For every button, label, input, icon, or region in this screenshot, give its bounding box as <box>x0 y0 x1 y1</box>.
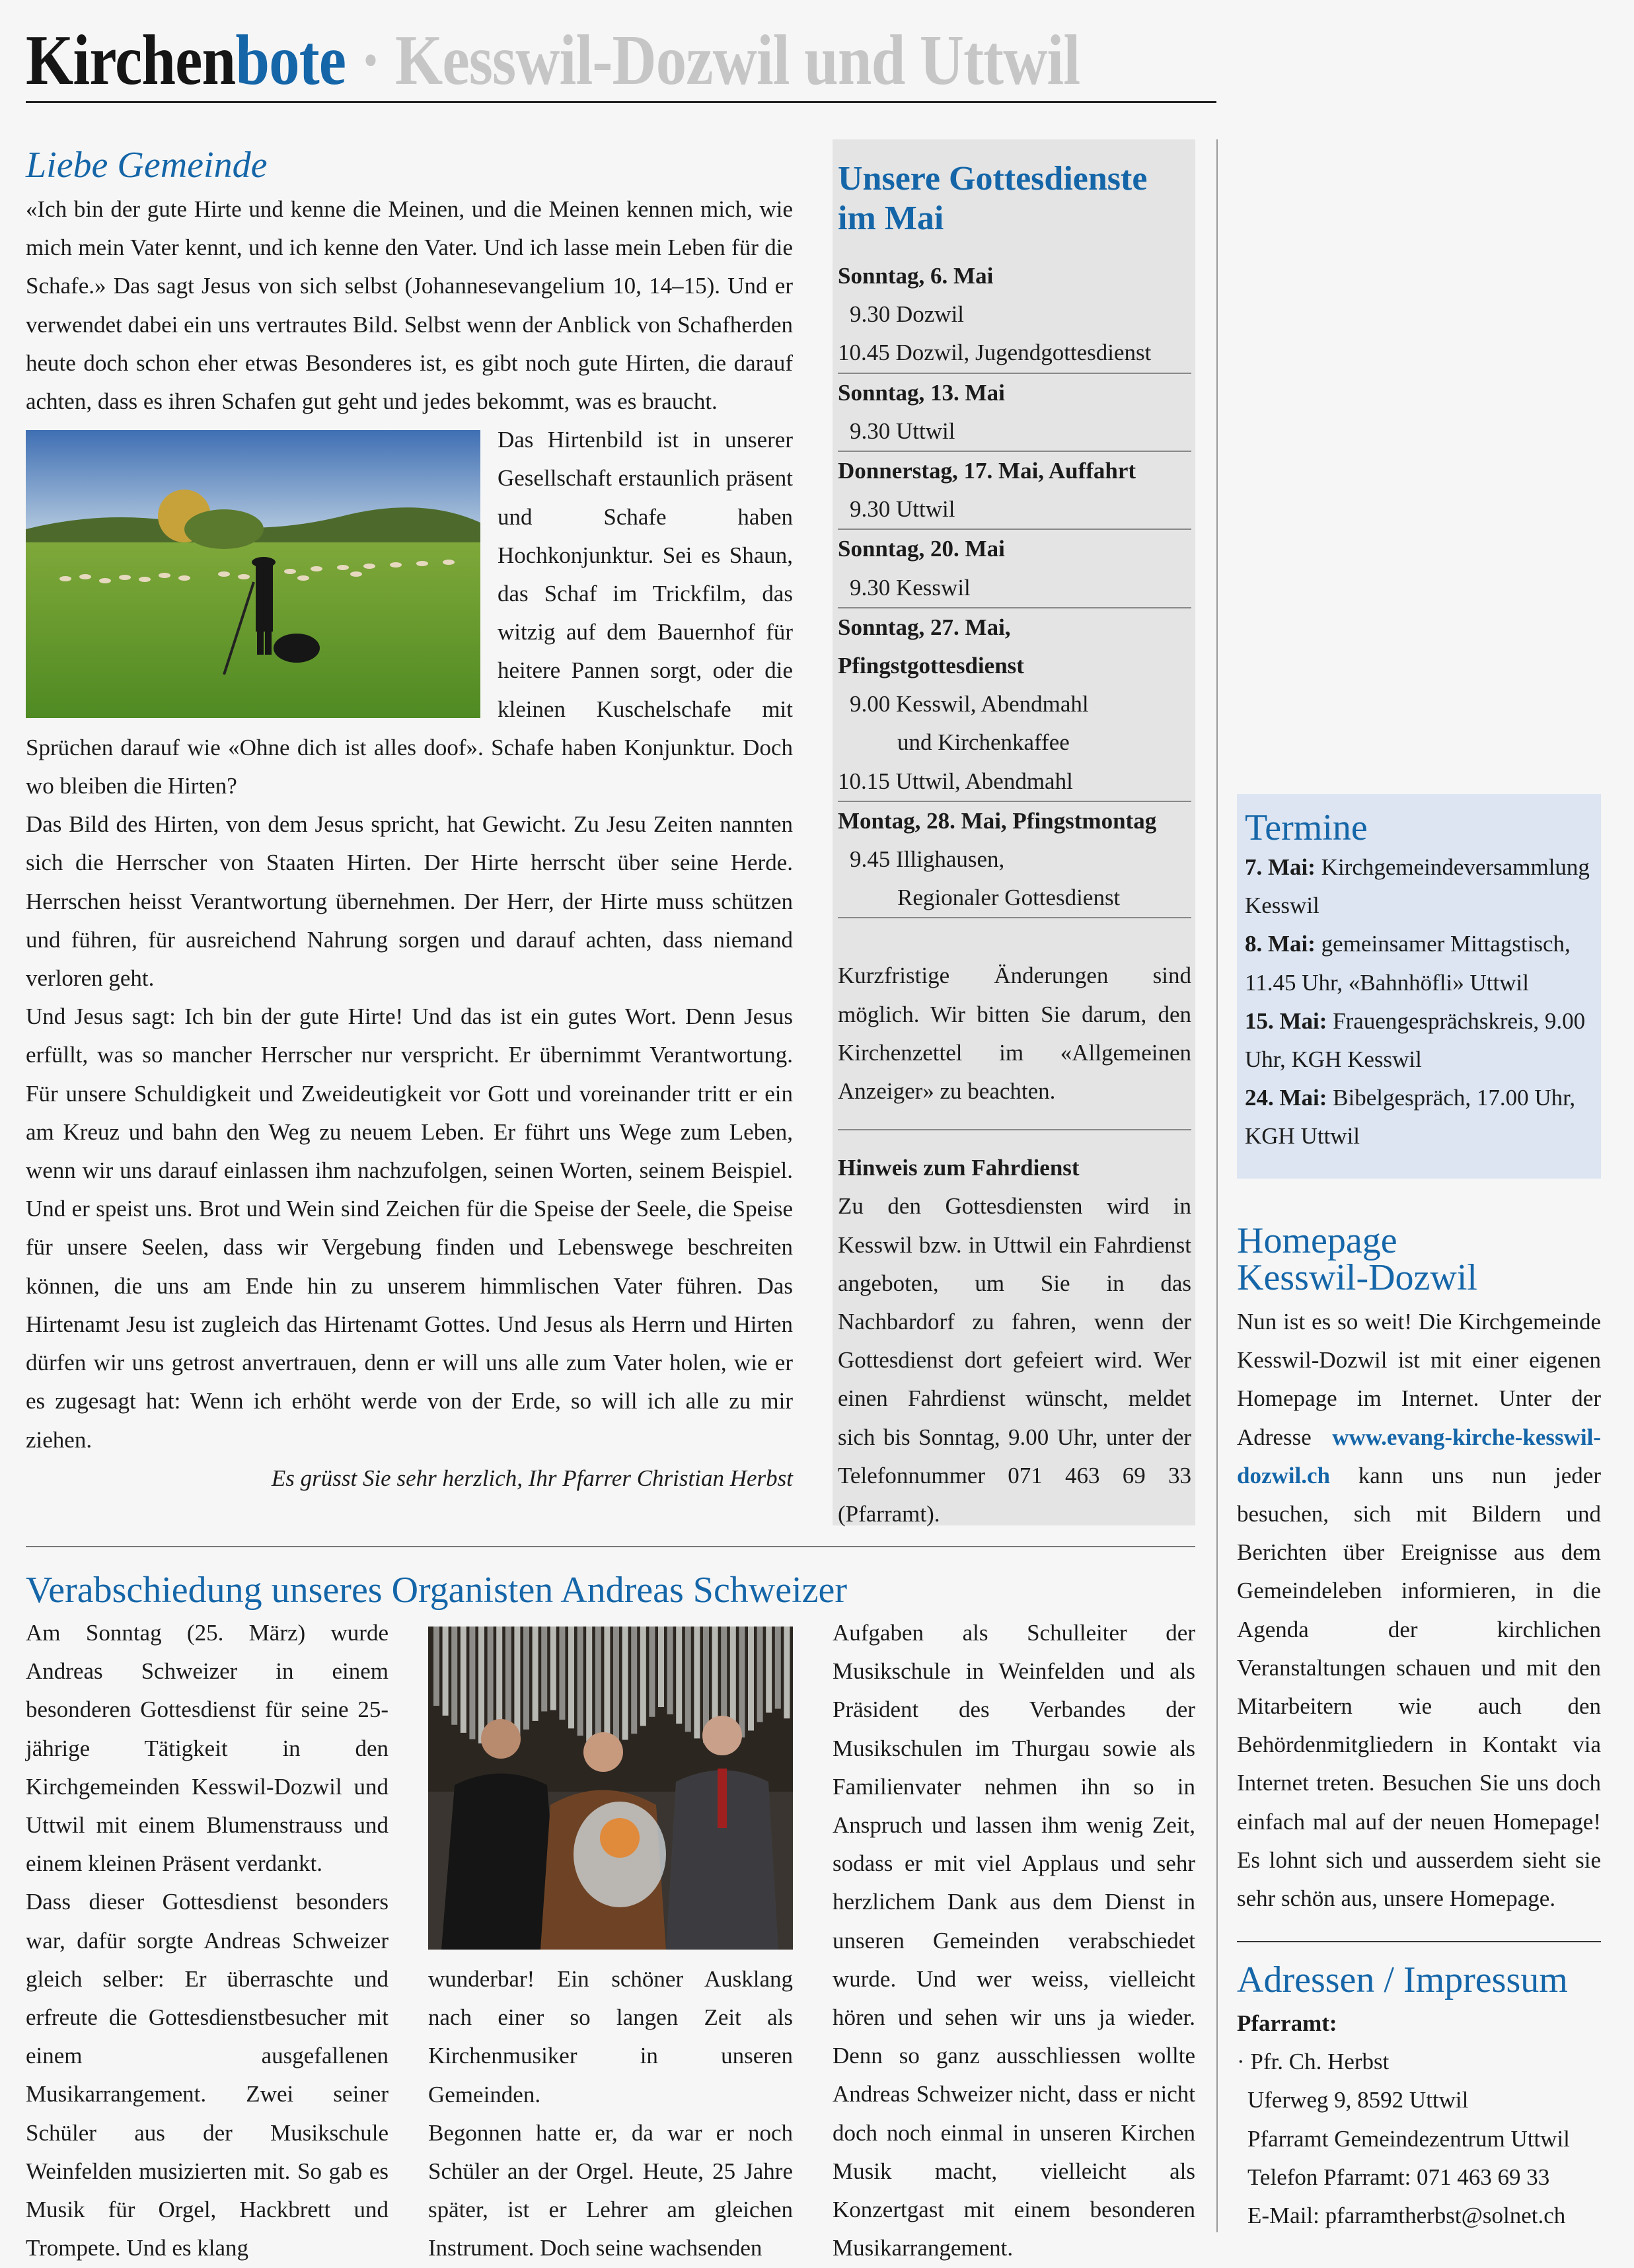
service-day: Donnerstag, 17. Mai, Auffahrt <box>838 458 1136 484</box>
termine-item <box>1245 925 1592 1002</box>
address-line: Telefon Pfarramt: 071 463 69 33 <box>1247 2164 1550 2190</box>
service-day: Sonntag, 20. Mai <box>838 536 1005 562</box>
address-line: Uferweg 9, 8592 Uttwil <box>1247 2087 1469 2113</box>
organ-pipe <box>577 1627 583 1736</box>
addresses-lines <box>1237 2043 1607 2235</box>
editorial-title: Liebe Gemeinde <box>26 145 268 186</box>
service-day: Montag, 28. Mai, Pfingstmontag <box>838 807 1157 834</box>
organ-pipe <box>443 1627 449 1716</box>
organ-pipe <box>478 1627 484 1743</box>
address-line: E-Mail: pfarramtherbst@solnet.ch <box>1247 2203 1566 2229</box>
addresses-section <box>1237 1956 1607 2235</box>
farewell-para: Am Sonntag (25. März) wurde Andreas Schweizer in einem besonderen Gottesdienst für seine 25-jährige Tätigkeit in den Kirchgemeinden Kesswil-Dozwil und Uttwil mit einem Blumenstrauss und einem kleinen Präsent verdankt. <box>26 1620 389 1877</box>
masthead <box>26 20 1080 102</box>
editorial-p3: Das Bild des Hirten, von dem Jesus spricht, hat Gewicht. Zu Jesu Zeiten nannten sich die Herrscher von Staaten Hirten. Der Hirte herrscht über seine Herde. Herrschen heisst Verantwortung übernehmen. Der Herr, der Hirte muss schützen und führen, für ausreichend Nahrung sorgen und darauf achten, dass niemand verloren geht. <box>26 811 793 992</box>
homepage-text-2: kann uns nun jeder besuchen, sich mit Bildern und Berichten über Ereignisse aus dem Gemeindeleben informieren, in die Agenda der kirchlichen Veranstaltungen schauen und mit den Mitarbeitern wie auch den Behördenmitgliedern in Kontakt via Internet treten. Besuchen Sie uns doch einfach mal auf der neuen Homepage! Es lohnt sich und ausserdem sieht sie sehr schön aus, unsere Homepage. <box>1237 1462 1601 1912</box>
organ-pipe <box>757 1627 763 1722</box>
termine-title: Termine <box>1245 807 1368 848</box>
organ-pipe <box>604 1627 610 1745</box>
addresses-label: Pfarramt: <box>1237 2010 1337 2036</box>
organist-photo <box>428 1627 793 1950</box>
organ-pipe <box>559 1627 565 1720</box>
organ-pipe <box>775 1627 781 1709</box>
service-time: Regionaler Gottesdienst <box>897 885 1121 911</box>
organ-pipe <box>461 1627 466 1733</box>
termine-text: Frauengesprächskreis, 9.00 Uhr, KGH Kesswil <box>1245 1007 1586 1073</box>
services-note: Kurzfristige Änderungen sind möglich. Wir bitten Sie darum, den Kirchenzettel im «Allgemeinen Anzeiger» zu beachten. <box>838 957 1191 1130</box>
service-time: 9.00 Kesswil, Abendmahl <box>850 691 1089 717</box>
organ-pipe <box>739 1627 745 1738</box>
address-line: · Pfr. Ch. Herbst <box>1237 2049 1390 2075</box>
organ-pipe <box>649 1627 655 1717</box>
organ-pipe <box>533 1627 538 1721</box>
organ-pipe <box>748 1627 754 1730</box>
organ-pipe <box>766 1627 772 1712</box>
service-day: Sonntag, 6. Mai <box>838 263 994 289</box>
homepage-link[interactable]: www.evang-kirche-kesswil-dozwil.ch <box>1237 1424 1601 1488</box>
farewell-para: Dass dieser Gottesdienst besonders war, dafür sorgte Andreas Schweizer gleich selber: Er überraschte und erfreute die Gottesdienstbesucher mit einem ausgefallenen Musikarrangement. Zwei seiner Schüler aus der Musikschule Weinfelden musizierten mit. So gab es Musik für Orgel, Hackbrett und Trompete. Und es klang <box>26 1889 389 2261</box>
service-time: 9.45 Illighausen, <box>850 846 1005 873</box>
farewell-para: wunderbar! Ein schöner Ausklang nach einer so langen Zeit als Kirchenmusiker in unseren Gemeinden. <box>428 1966 793 2107</box>
service-time: 9.30 Dozwil <box>850 301 965 328</box>
organ-pipe <box>622 1627 628 1740</box>
editorial-p4: Und Jesus sagt: Ich bin der gute Hirte! Und das ist ein gutes Wort. Denn Jesus erfüllt, was so mancher Herrscher nur verspricht. Er übernimmt Verantwortung. Für unsere Schuldigkeit und Zweideutigkeit vor Gott und voreinander tritt er ein am Kreuz und bahn den Weg zu neuem Leben. Er führt uns Wege zum Leben, wenn wir uns darauf einlassen ihm nachzufolgen, seinen Worten, seinem Beispiel. Und er speist uns. Brot und Wein sind Zeichen für die Speise der Seele, die Speise für unsere Seelen, dass wir Vergebung finden und Lebenswege beschreiten können, die uns am Ende hin zu unserem himmlischen Vater führen. Das Hirtenamt Jesu ist zugleich das Hirtenamt Gottes. Und Jesus als Herrn und Hirten dürfen wir uns getrost anvertrauen, denn er will uns alle zum Vater holen, wie er es zugesagt hat: Wenn ich erhöht werde von der Erde, so will ich alle zu mir ziehen. <box>26 1004 793 1453</box>
service-entry <box>838 608 1191 802</box>
service-entry <box>838 374 1191 452</box>
service-day: Sonntag, 13. Mai <box>838 379 1005 406</box>
termine-date: 15. Mai: <box>1245 1007 1327 1034</box>
farewell-title: Verabschiedung unseres Organisten Andreas Schweizer <box>26 1570 848 1611</box>
address-line: Pfarramt Gemeindezentrum Uttwil <box>1247 2125 1570 2152</box>
service-time: 10.15 Uttwil, Abendmahl <box>838 768 1073 794</box>
service-time: 9.30 Kesswil <box>850 574 971 601</box>
organ-pipe <box>613 1627 619 1744</box>
masthead-kirchen: Kirchen <box>26 21 236 100</box>
service-entry <box>838 257 1191 374</box>
editorial-intro: «Ich bin der gute Hirte und kenne die Meinen, und die Meinen kennen mich, wie mich mein Vater kennt, und ich kenne den Vater. Und ich lasse mein Leben für die Schafe.» Das sagt Jesus von sich selbst (Johannesevangelium 10, 14–15). Und er verwendet dabei ein uns vertrautes Bild. Selbst wenn der Anblick von Schafherden heute doch schon eher etwas Besonderes ist, es gibt noch gute Hirten, die darauf achten, dass es ihren Schafen gut geht und jedes bekommt, was es braucht. <box>26 196 793 415</box>
masthead-parish: · Kesswil-Dozwil und Uttwil <box>346 21 1080 100</box>
farewell-col3: Aufgaben als Schulleiter der Musikschule in Weinfelden und als Präsident des Verbandes der Musikschulen im Thurgau sowie als Familienvater nehmen ihn so in Anspruch und lassen ihm wenig Zeit, sodass er mit viel Applaus und sehr herzlichem Dank aus dem Dienst in unseren Gemeinden verabschiedet wurde. Und wer weiss, vielleicht hören und sehen wir uns ja wieder. Denn so ganz ausschliessen wollte Andreas Schweizer nicht, dass er nicht doch noch einmal in unseren Kirchen Musik macht, vielleicht als Konzertgast mit einem besonderen Musikarrangement. <box>833 1620 1195 2261</box>
organ-pipe <box>685 1627 691 1732</box>
services-title: Unsere Gottesdienste im Mai <box>838 160 1148 237</box>
organ-pipe <box>514 1627 520 1737</box>
transport-title: Hinweis zum Fahrdienst <box>838 1155 1080 1181</box>
organ-pipe <box>694 1627 700 1738</box>
service-entry <box>838 802 1191 919</box>
termine-text: Bibelgespräch, 17.00 Uhr, KGH Uttwil <box>1245 1085 1576 1150</box>
service-entry <box>838 452 1191 530</box>
organ-pipe <box>784 1627 790 1718</box>
shepherd-photo <box>26 430 480 718</box>
service-day: Pfingstgottesdienst <box>838 653 1024 679</box>
services-list <box>838 257 1191 918</box>
organ-pipe <box>586 1627 592 1741</box>
editorial-p2: Das Hirtenbild ist in unserer Gesellschaft erstaunlich präsent und Schafe haben Hochkonjunktur. Sei es Shaun, das Schaf im Trickfilm, das witzig auf dem Bauernhof für heitere Pannen sorgt, oder die kleinen Kuschelschafe mit Sprüchen darauf wie «Ohne dich ist alles doof». Schafe haben Konjunktur. Doch wo bleiben die Hirten? <box>26 427 793 799</box>
transport-text: Zu den Gottesdiensten wird in Kesswil bzw. in Uttwil ein Fahrdienst angeboten, um Sie in das Nachbardorf zu fahren, wenn der Gottesdienst dort gefeiert wird. Wer einen Fahrdienst wünscht, meldet sich bis Sonntag, 9.00 Uhr, unter der Telefonnummer 071 463 69 33 (Pfarramt). <box>838 1193 1191 1527</box>
termine-date: 24. Mai: <box>1245 1085 1327 1111</box>
services-box <box>833 139 1195 1525</box>
organ-pipe <box>631 1627 637 1734</box>
service-time: 9.30 Uttwil <box>850 418 955 444</box>
organ-pipe <box>523 1627 529 1730</box>
organ-pipe <box>676 1627 682 1724</box>
organ-pipe <box>550 1627 556 1710</box>
organ-pipe <box>658 1627 664 1707</box>
termine-text: gemeinsamer Mittagstisch, 11.45 Uhr, «Bahnhöfli» Uttwil <box>1245 931 1571 996</box>
organ-pipe <box>451 1627 457 1725</box>
termine-box <box>1237 794 1601 1179</box>
addresses-title: Adressen / Impressum <box>1237 1959 1568 2000</box>
service-time: 9.30 Uttwil <box>850 496 955 523</box>
header-rule <box>26 101 1216 103</box>
organ-pipe <box>433 1627 439 1706</box>
termine-item <box>1245 1002 1592 1079</box>
farewell-col2 <box>428 1960 793 2268</box>
homepage-text: Nun ist es so weit! Die Kirchgemeinde Kesswil-Dozwil ist mit einer eigenen Homepage im Internet. Unter der Adresse <box>1237 1309 1601 1450</box>
organ-pipe <box>640 1627 646 1726</box>
organ-pipe <box>541 1627 547 1711</box>
termine-item <box>1245 848 1592 925</box>
termine-date: 7. Mai: <box>1245 854 1316 880</box>
service-time: und Kirchenkaffee <box>897 729 1070 756</box>
organ-pipe <box>595 1627 601 1745</box>
organ-pipe <box>469 1627 475 1739</box>
section-rule <box>26 1546 1195 1547</box>
homepage-section <box>1237 1222 1601 1918</box>
homepage-title: Homepage Kesswil-Dozwil <box>1237 1220 1477 1298</box>
addresses-rule <box>1237 1941 1601 1942</box>
termine-item <box>1245 1079 1592 1155</box>
termine-text: Kirchgemeindeversammlung Kesswil <box>1245 854 1590 919</box>
termine-date: 8. Mai: <box>1245 931 1316 957</box>
termine-list <box>1245 848 1592 1156</box>
service-time: 10.45 Dozwil, Jugendgottesdienst <box>838 340 1152 366</box>
editorial-signature: Es grüsst Sie sehr herzlich, Ihr Pfarrer Christian Herbst <box>271 1465 793 1491</box>
organ-pipe <box>667 1627 673 1714</box>
organ-pipe <box>568 1627 574 1728</box>
service-entry <box>838 530 1191 608</box>
service-day: Sonntag, 27. Mai, <box>838 614 1011 640</box>
column-divider <box>1216 139 1218 2232</box>
masthead-bote: bote <box>235 21 346 100</box>
farewell-col1 <box>26 1614 389 2267</box>
farewell-para: Begonnen hatte er, da war er noch Schüler an der Orgel. Heute, 25 Jahre später, ist er Lehrer am gleichen Instrument. Doch seine wachsenden <box>428 2119 793 2261</box>
editorial-article <box>26 140 793 1498</box>
